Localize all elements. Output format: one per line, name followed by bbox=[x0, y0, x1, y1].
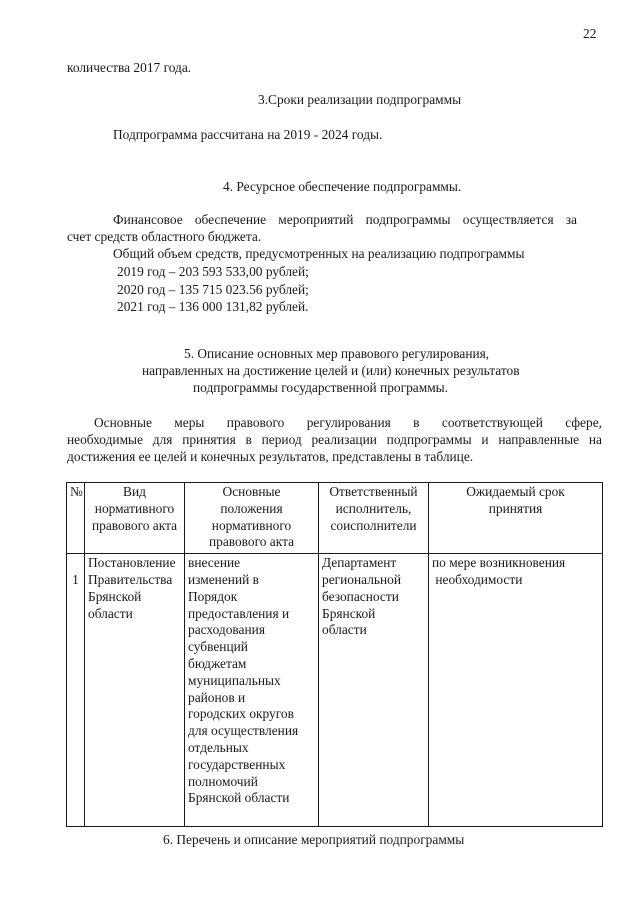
expected-term-cell: по мере возникновения необходимости bbox=[429, 554, 603, 827]
section-5-heading-line-3: подпрограммы государственной программы. bbox=[193, 380, 449, 395]
header-act-type: Вид нормативного правового акта bbox=[85, 483, 185, 554]
table-row bbox=[67, 554, 603, 827]
section-5-heading-line-2: направленных на достижение целей и (или) конечных результатов bbox=[142, 363, 520, 378]
section-5-paragraph-line-3: достижения ее целей и конечных результатов, представлены в таблице. bbox=[67, 449, 474, 464]
section-5-heading-line-1: 5. Описание основных мер правового регулирования, bbox=[184, 346, 490, 361]
executor-cell: Департамент региональной безопасности Брянской области bbox=[319, 554, 429, 827]
header-responsible-executor: Ответственный исполнитель, соисполнители bbox=[319, 483, 429, 554]
funding-2021: 2021 год – 136 000 131,82 рублей. bbox=[117, 299, 309, 314]
section-4-paragraph-1-line-1: Финансовое обеспечение мероприятий подпрограммы осуществляется за bbox=[113, 212, 577, 227]
section-3-text: Подпрограмма рассчитана на 2019 - 2024 годы. bbox=[113, 127, 383, 142]
regulation-measures-table bbox=[66, 482, 603, 827]
section-5-paragraph-line-1: Основные меры правового регулирования в соответствующей сфере, bbox=[94, 415, 602, 430]
header-number: № bbox=[67, 483, 85, 554]
header-expected-term: Ожидаемый срок принятия bbox=[429, 483, 603, 554]
section-4-paragraph-2: Общий объем средств, предусмотренных на реализацию подпрограммы bbox=[113, 246, 525, 261]
page-number: 22 bbox=[583, 26, 597, 41]
section-3-heading: 3.Сроки реализации подпрограммы bbox=[258, 92, 462, 107]
section-4-paragraph-1-line-2: счет средств областного бюджета. bbox=[67, 229, 262, 244]
section-5-paragraph-line-2: необходимые для принятия в период реализации подпрограммы и направленные на bbox=[67, 432, 602, 447]
main-provisions-cell: внесение изменений в Порядок предоставления и расходования субвенций бюджетам муниципальных районов и городских округов для осуществления отдельных государственных полномочий Брянской области bbox=[185, 554, 319, 827]
table-header-row bbox=[67, 483, 603, 554]
section-6-heading: 6. Перечень и описание мероприятий подпрограммы bbox=[163, 832, 465, 847]
section-4-heading: 4. Ресурсное обеспечение подпрограммы. bbox=[223, 179, 462, 194]
act-type-cell: Постановление Правительства Брянской области bbox=[85, 554, 185, 827]
funding-2020: 2020 год – 135 715 023.56 рублей; bbox=[117, 282, 309, 297]
row-number: 1 bbox=[67, 554, 85, 827]
carry-over-text: количества 2017 года. bbox=[67, 60, 192, 75]
header-main-provisions: Основные положения нормативного правового акта bbox=[185, 483, 319, 554]
funding-2019: 2019 год – 203 593 533,00 рублей; bbox=[117, 264, 309, 279]
